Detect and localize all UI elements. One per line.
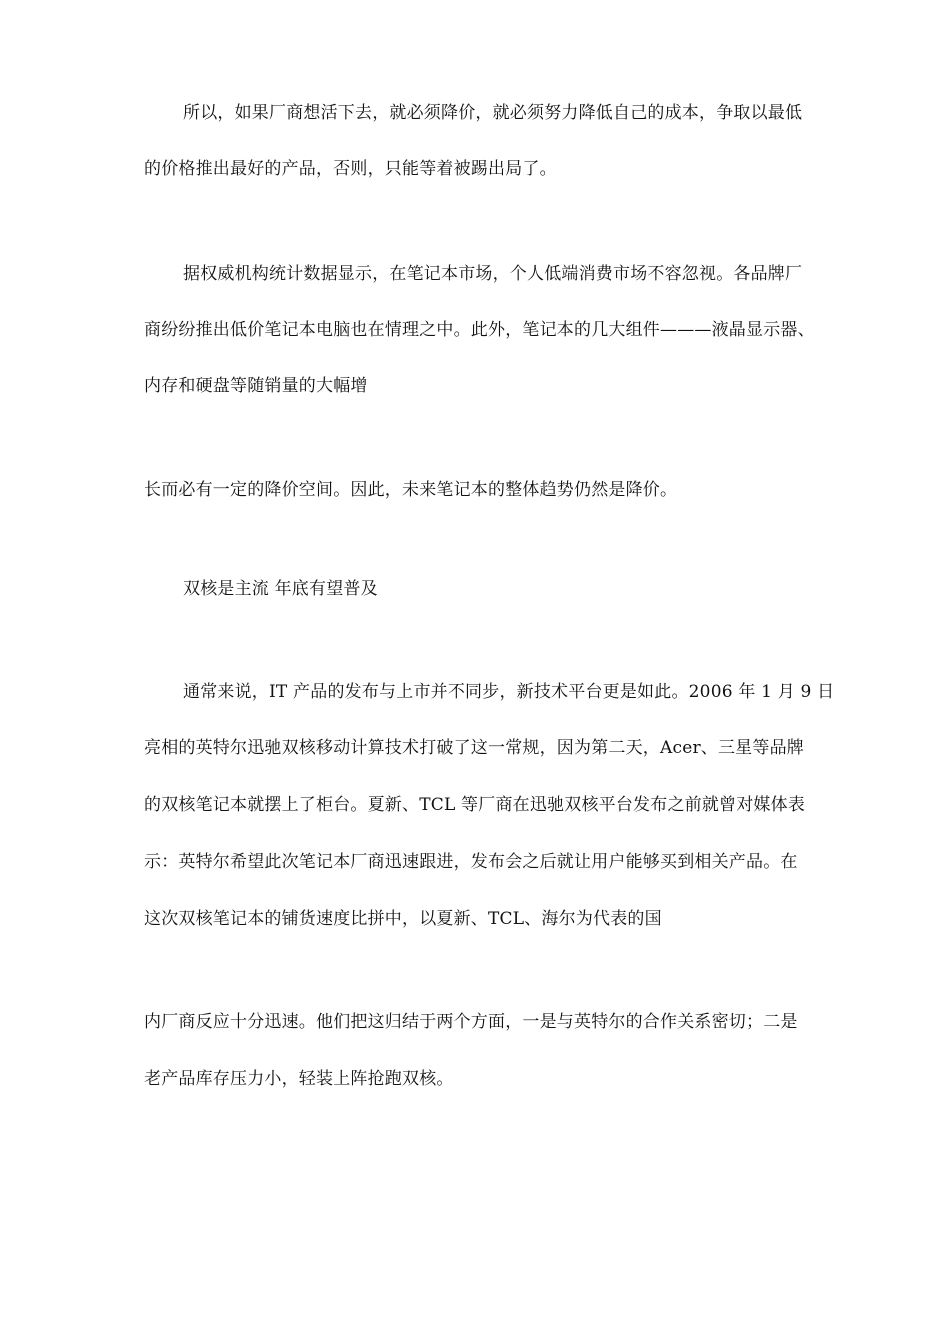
paragraph-1-line-1: 所以，如果厂商想活下去，就必须降价，就必须努力降低自己的成本，争取以最低 bbox=[183, 103, 803, 123]
paragraph-4-line-2: 亮相的英特尔迅驰双核移动计算技术打破了这一常规，因为第二天，Acer、三星等品牌 bbox=[144, 738, 804, 758]
paragraph-5-line-2: 老产品库存压力小，轻装上阵抢跑双核。 bbox=[144, 1069, 454, 1089]
paragraph-5-line-1: 内厂商反应十分迅速。他们把这归结于两个方面，一是与英特尔的合作关系密切；二是 bbox=[144, 1012, 798, 1032]
paragraph-2-line-2: 商纷纷推出低价笔记本电脑也在情理之中。此外，笔记本的几大组件———液晶显示器、 bbox=[144, 320, 815, 340]
paragraph-2-line-3: 内存和硬盘等随销量的大幅增 bbox=[144, 376, 368, 396]
paragraph-4-line-5: 这次双核笔记本的铺货速度比拼中，以夏新、TCL、海尔为代表的国 bbox=[144, 909, 662, 929]
paragraph-4-line-1: 通常来说，IT 产品的发布与上市并不同步，新技术平台更是如此。2006 年 1 月 9 日 bbox=[183, 682, 835, 702]
paragraph-1-line-2: 的价格推出最好的产品，否则，只能等着被踢出局了。 bbox=[144, 159, 557, 179]
section-heading: 双核是主流 年底有望普及 bbox=[183, 579, 378, 599]
paragraph-4-line-3: 的双核笔记本就摆上了柜台。夏新、TCL 等厂商在迅驰双核平台发布之前就曾对媒体表 bbox=[144, 795, 806, 815]
paragraph-3-line-1: 长而必有一定的降价空间。因此，未来笔记本的整体趋势仍然是降价。 bbox=[144, 480, 678, 500]
paragraph-4-line-4: 示：英特尔希望此次笔记本厂商迅速跟进，发布会之后就让用户能够买到相关产品。在 bbox=[144, 852, 798, 872]
paragraph-2-line-1: 据权威机构统计数据显示，在笔记本市场，个人低端消费市场不容忽视。各品牌厂 bbox=[183, 264, 803, 284]
